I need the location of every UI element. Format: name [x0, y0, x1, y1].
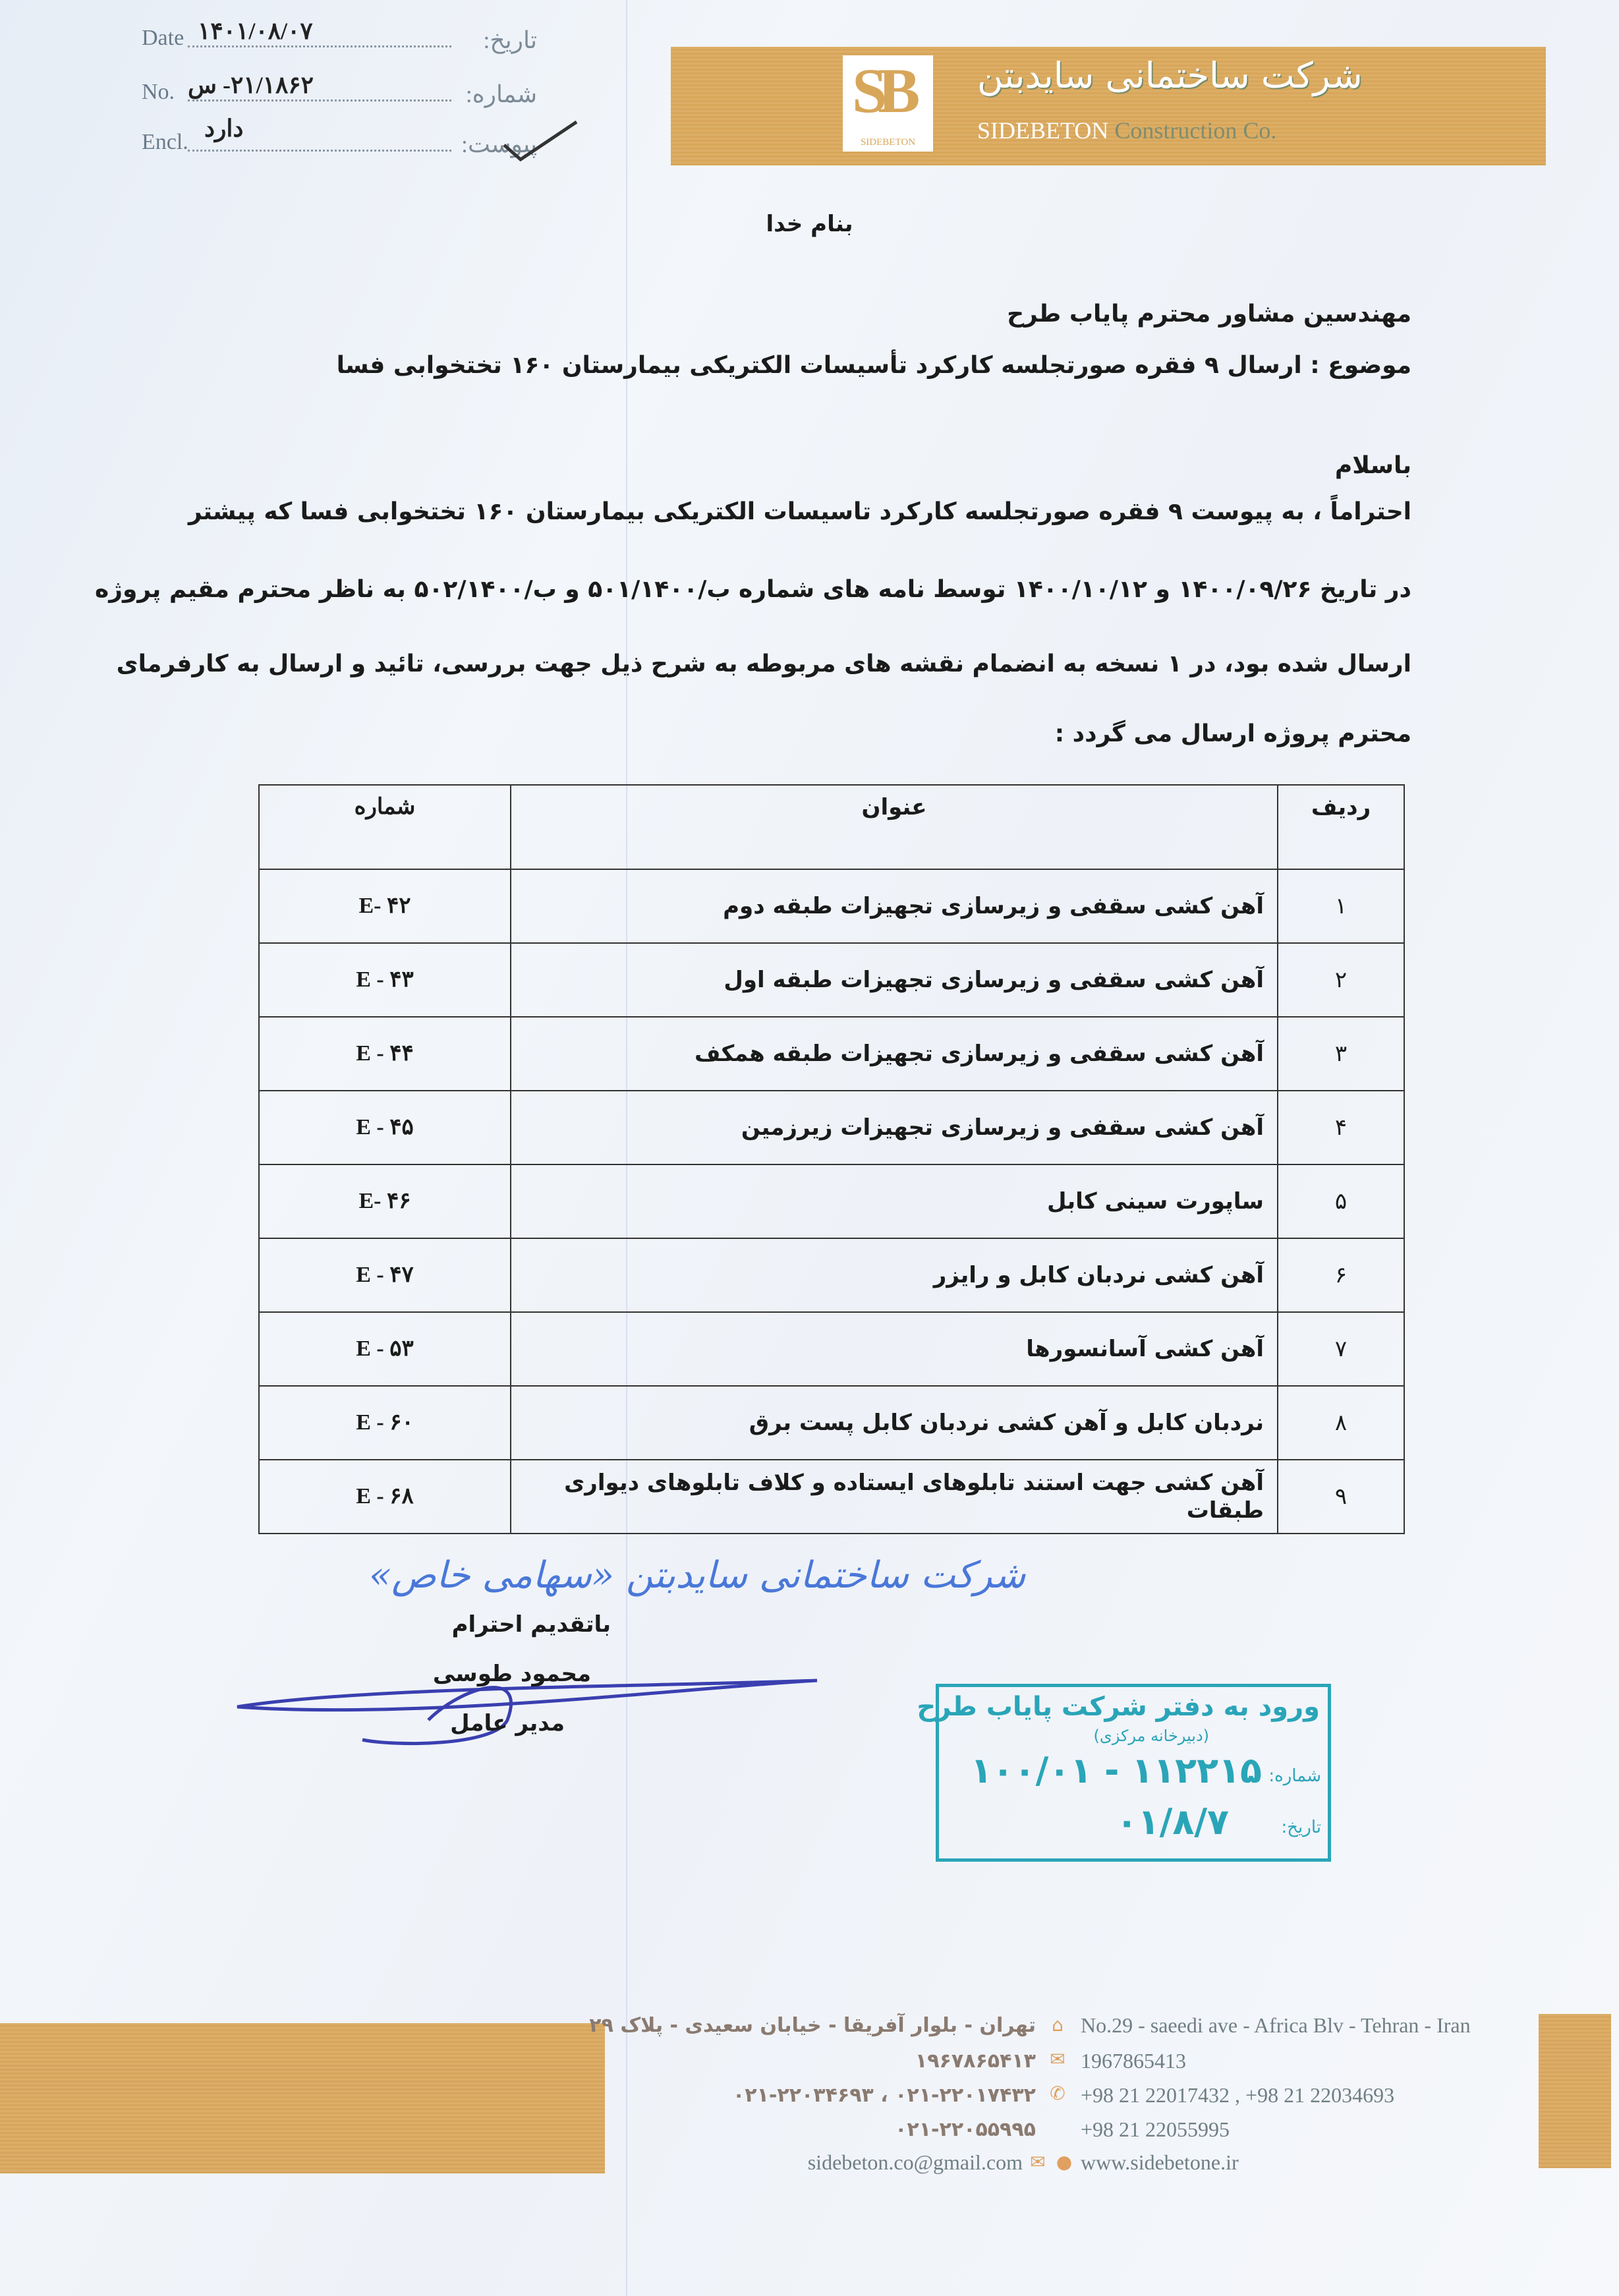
- row-number: ۹: [1278, 1460, 1404, 1534]
- letterhead-banner: [671, 47, 1546, 165]
- company-en-name: SIDEBETON: [977, 117, 1109, 144]
- signer-name: محمود طوسی: [432, 1661, 591, 1687]
- table-row: [259, 1164, 1404, 1238]
- receipt-stamp: [917, 1684, 1331, 1862]
- address-fa: تهران - بلوار آفریقا - خیابان سعیدی - پلاک ۲۹: [589, 2014, 1036, 2037]
- signature-scribble: [231, 1634, 824, 1766]
- addressee: مهندسین مشاور محترم پایاب طرح: [1007, 301, 1411, 328]
- postal-code-en: 1967865413: [1081, 2049, 1186, 2073]
- header-row-number: ردیف: [1278, 785, 1404, 869]
- stamp-date-label: تاریخ:: [1281, 1818, 1321, 1837]
- encl-label-en: Encl.: [142, 129, 188, 154]
- website-link[interactable]: www.sidebetone.ir: [1081, 2150, 1239, 2174]
- table-header-row: [259, 785, 1404, 869]
- invocation: بنام خدا: [766, 211, 853, 237]
- row-title: ساپورت سینی کابل: [511, 1164, 1278, 1238]
- row-number: ۳: [1278, 1017, 1404, 1091]
- number-value: ۲۱/۱۸۶۲- س: [188, 72, 314, 99]
- greeting: باسلام: [1334, 452, 1411, 479]
- dotted-line: [188, 45, 451, 47]
- checkmark-icon: [501, 119, 580, 165]
- row-drawing-number: E - ۵۳: [259, 1312, 511, 1386]
- table-row: [259, 1091, 1404, 1164]
- fax-en: +98 21 22055995: [1081, 2117, 1230, 2141]
- stamp-title: ورود به دفتر شرکت پایاب طرح: [917, 1692, 1320, 1722]
- header-title: عنوان: [511, 785, 1278, 869]
- row-number: ۸: [1278, 1386, 1404, 1460]
- row-title: آهن کشی سقفی و زیرسازی تجهیزات طبقه دوم: [511, 869, 1278, 943]
- row-drawing-number: E - ۶۸: [259, 1460, 511, 1534]
- company-name-fa: شرکت ساختمانی سایدبتن: [977, 55, 1363, 96]
- address-en: No.29 - saeedi ave - Africa Blv - Tehran - Iran: [1081, 2013, 1471, 2037]
- company-seal-text: شرکت ساختمانی سایدبتن «سهامی خاص»: [369, 1554, 1026, 1597]
- subject: موضوع : ارسال ۹ فقره صورتجلسه کارکرد تأسیسات الکتریکی بیمارستان ۱۶۰ تختخوابی فسا: [336, 352, 1411, 379]
- footer-band-right: [1539, 2014, 1611, 2168]
- stamp-number-value: ۱۰۰/۰۱ - ۱۱۲۲۱۵: [970, 1750, 1262, 1791]
- company-logo: [843, 55, 933, 152]
- dotted-line: [188, 150, 451, 152]
- paragraph-line: محترم پروژه ارسال می گردد :: [1054, 720, 1411, 747]
- stamp-date-value: ۰۱/۸/۷: [1116, 1801, 1229, 1843]
- mailbox-icon: ✉: [1050, 2048, 1065, 2070]
- email-icon: ✉: [1030, 2151, 1046, 2173]
- paragraph-line: ارسال شده بود، در ۱ نسخه به انضمام نقشه های مربوطه به شرح ذیل جهت بررسی، تائید و ارسال به کارفرمای: [116, 650, 1411, 677]
- email-link[interactable]: sidebeton.co@gmail.com: [807, 2150, 1023, 2174]
- row-drawing-number: E- ۴۲: [259, 869, 511, 943]
- header-number: شماره: [259, 785, 511, 869]
- row-number: ۱: [1278, 869, 1404, 943]
- paragraph-line: احتراماً ، به پیوست ۹ فقره صورتجلسه کارکرد تاسیسات الکتریکی بیمارستان ۱۶۰ تختخوابی فسا که پیشتر: [188, 498, 1411, 525]
- encl-value: دارد: [204, 115, 244, 142]
- company-name-en: [977, 118, 1276, 144]
- footer-band-left: [0, 2023, 605, 2173]
- number-field: [142, 69, 537, 108]
- dotted-line: [188, 100, 451, 101]
- row-drawing-number: E - ۴۴: [259, 1017, 511, 1091]
- row-drawing-number: E - ۶۰: [259, 1386, 511, 1460]
- row-title: نردبان کابل و آهن کشی نردبان کابل پست برق: [511, 1386, 1278, 1460]
- enclosure-field: [142, 115, 537, 158]
- table-row: [259, 943, 1404, 1017]
- row-number: ۶: [1278, 1238, 1404, 1312]
- table-row: [259, 869, 1404, 943]
- row-drawing-number: E - ۴۳: [259, 943, 511, 1017]
- home-icon: ⌂: [1052, 2014, 1064, 2036]
- stamp-subtitle: (دبیرخانه مرکزی): [1093, 1727, 1209, 1745]
- stamp-number-label: شماره:: [1268, 1766, 1321, 1786]
- table-row: [259, 1017, 1404, 1091]
- row-number: ۷: [1278, 1312, 1404, 1386]
- logo-caption: SIDEBETON: [860, 137, 916, 148]
- row-drawing-number: E - ۴۷: [259, 1238, 511, 1312]
- date-value: ۱۴۰۱/۰۸/۰۷: [198, 18, 313, 45]
- logo-mark: SB: [852, 55, 911, 126]
- row-number: ۴: [1278, 1091, 1404, 1164]
- fax-fa: ۰۲۱-۲۲۰۵۵۹۹۵: [895, 2118, 1036, 2141]
- date-label-en: Date: [142, 25, 185, 50]
- row-title: آهن کشی آسانسورها: [511, 1312, 1278, 1386]
- row-drawing-number: E - ۴۵: [259, 1091, 511, 1164]
- encl-label-fa: پیوست:: [461, 131, 537, 158]
- closing: باتقدیم احترام: [451, 1611, 611, 1638]
- row-title: آهن کشی نردبان کابل و رایزر: [511, 1238, 1278, 1312]
- date-field: [142, 14, 537, 54]
- row-title: آهن کشی سقفی و زیرسازی تجهیزات طبقه همکف: [511, 1017, 1278, 1091]
- paragraph-line: در تاریخ ۱۴۰۰/۰۹/۲۶ و ۱۴۰۰/۱۰/۱۲ توسط نامه های شماره ب/۵۰۱/۱۴۰۰ و ب/۵۰۲/۱۴۰۰ به ناظر محترم مقیم پروژه: [95, 576, 1411, 603]
- drawings-table: [258, 784, 1405, 1534]
- table-row: [259, 1386, 1404, 1460]
- row-title: آهن کشی سقفی و زیرسازی تجهیزات طبقه اول: [511, 943, 1278, 1017]
- phone-fa: ۰۲۱-۲۲۰۱۷۴۳۲ ، ۰۲۱-۲۲۰۳۴۶۹۳: [732, 2084, 1036, 2107]
- date-label-fa: تاریخ:: [483, 27, 537, 54]
- number-label-fa: شماره:: [465, 81, 537, 108]
- row-number: ۵: [1278, 1164, 1404, 1238]
- signer-title: مدیر عامل: [450, 1710, 565, 1736]
- number-label-en: No.: [142, 79, 175, 104]
- company-en-suffix: Construction Co.: [1114, 117, 1277, 144]
- row-drawing-number: E- ۴۶: [259, 1164, 511, 1238]
- postal-code-fa: ۱۹۶۷۸۶۵۴۱۳: [915, 2050, 1036, 2073]
- phone-icon: ✆: [1050, 2082, 1065, 2104]
- row-title: آهن کشی سقفی و زیرسازی تجهیزات زیرزمین: [511, 1091, 1278, 1164]
- table-row: [259, 1312, 1404, 1386]
- table-row: [259, 1238, 1404, 1312]
- table-row: [259, 1460, 1404, 1534]
- row-number: ۲: [1278, 943, 1404, 1017]
- globe-icon: ●: [1056, 2151, 1073, 2173]
- row-title: آهن کشی جهت استند تابلوهای ایستاده و کلاف تابلوهای دیواری طبقات: [511, 1460, 1278, 1534]
- phone-en: +98 21 22017432 , +98 21 22034693: [1081, 2083, 1395, 2107]
